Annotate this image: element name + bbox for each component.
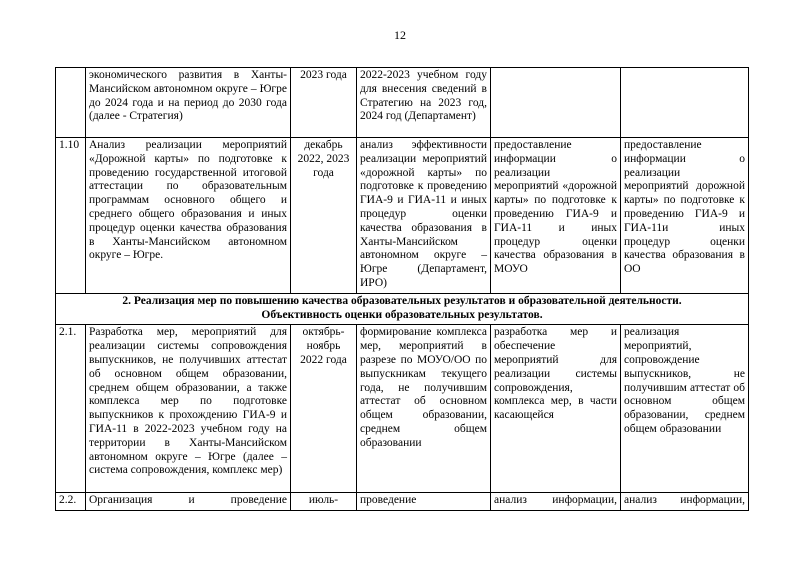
cell-result-dept: анализ эффективности реализации мероприятий «дорожной карты» по подготовке к проведению ГИА-9 и ГИА-11 и иных процедур оценки качества образования в Ханты-Мансийском автономном округе – Югре (Департамент, ИРО) [357,138,491,294]
table-row [56,493,749,511]
cell-result-dept: 2022-2023 учебном году для внесения сведений в Стратегию на 2023 год, 2024 год (Департамент) [357,68,491,138]
section-title-line2: Объективность оценки образовательных результатов. [261,308,543,321]
table-row [56,138,749,294]
cell-row-number: 2.1. [56,325,86,493]
cell-result-mouo [491,68,621,138]
cell-activity: экономического развития в Ханты-Мансийском автономном округе – Югре до 2024 года и на период до 2030 года (далее - Стратегия) [86,68,291,138]
cell-result-dept: проведение [357,493,491,511]
activities-table [55,67,749,511]
cell-result-mouo: предоставление информации о реализации мероприятий «дорожной карты» по подготовке к проведению ГИА-9 и ГИА-11 и иных процедур оценки качества образования в МОУО [491,138,621,294]
cell-timeframe: 2023 года [291,68,357,138]
section-header-cell [56,293,749,325]
cell-timeframe: июль- [291,493,357,511]
cell-result-dept: формирование комплекса мер, мероприятий в разрезе по МОУО/ОО по выпускникам текущего года, не получившим аттестат об основном общем образовании, среднем общем образовании [357,325,491,493]
cell-activity: Разработка мер, мероприятий для реализации системы сопровождения выпускников, не получивших аттестат об основном общем образовании, среднем общем образовании, а также комплекса мер по подготовке выпускников к прохождению ГИА-9 и ГИА-11 в 2022-2023 учебном году на территории в Ханты-Мансийском автономном округе – Югре (далее – система сопровождения, комплекс мер) [86,325,291,493]
cell-row-number [56,68,86,138]
cell-result-mouo: анализ информации, [491,493,621,511]
cell-timeframe: октябрь-ноябрь 2022 года [291,325,357,493]
cell-result-oo [621,68,749,138]
table-row [56,68,749,138]
cell-row-number: 1.10 [56,138,86,294]
table-row [56,325,749,493]
cell-result-oo: анализ информации, [621,493,749,511]
cell-activity: Организация и проведение [86,493,291,511]
page-number: 12 [394,28,406,42]
cell-row-number: 2.2. [56,493,86,511]
cell-activity: Анализ реализации мероприятий «Дорожной карты» по подготовке к проведению государственной итоговой аттестации по образовательным программам основного общего и среднего общего образования и иных процедур оценки качества образования в Ханты-Мансийском автономном округе – Югре. [86,138,291,294]
section-title-line1: 2. Реализация мер по повышению качества образовательных результатов и образовательной деятельности. [122,294,682,307]
cell-timeframe: декабрь 2022, 2023 года [291,138,357,294]
cell-result-oo: реализация мероприятий, сопровождение выпускников, не получившим аттестат об основном общем образовании, среднем общем образовании [621,325,749,493]
cell-result-mouo: разработка мер и обеспечение мероприятий для реализации системы сопровождения, комплекса мер, в части касающейся [491,325,621,493]
section-header-row [56,293,749,325]
cell-result-oo: предоставление информации о реализации мероприятий дорожной карты» по подготовке к проведению ГИА-9 и ГИА-11и иных процедур оценки качества образования в ОО [621,138,749,294]
